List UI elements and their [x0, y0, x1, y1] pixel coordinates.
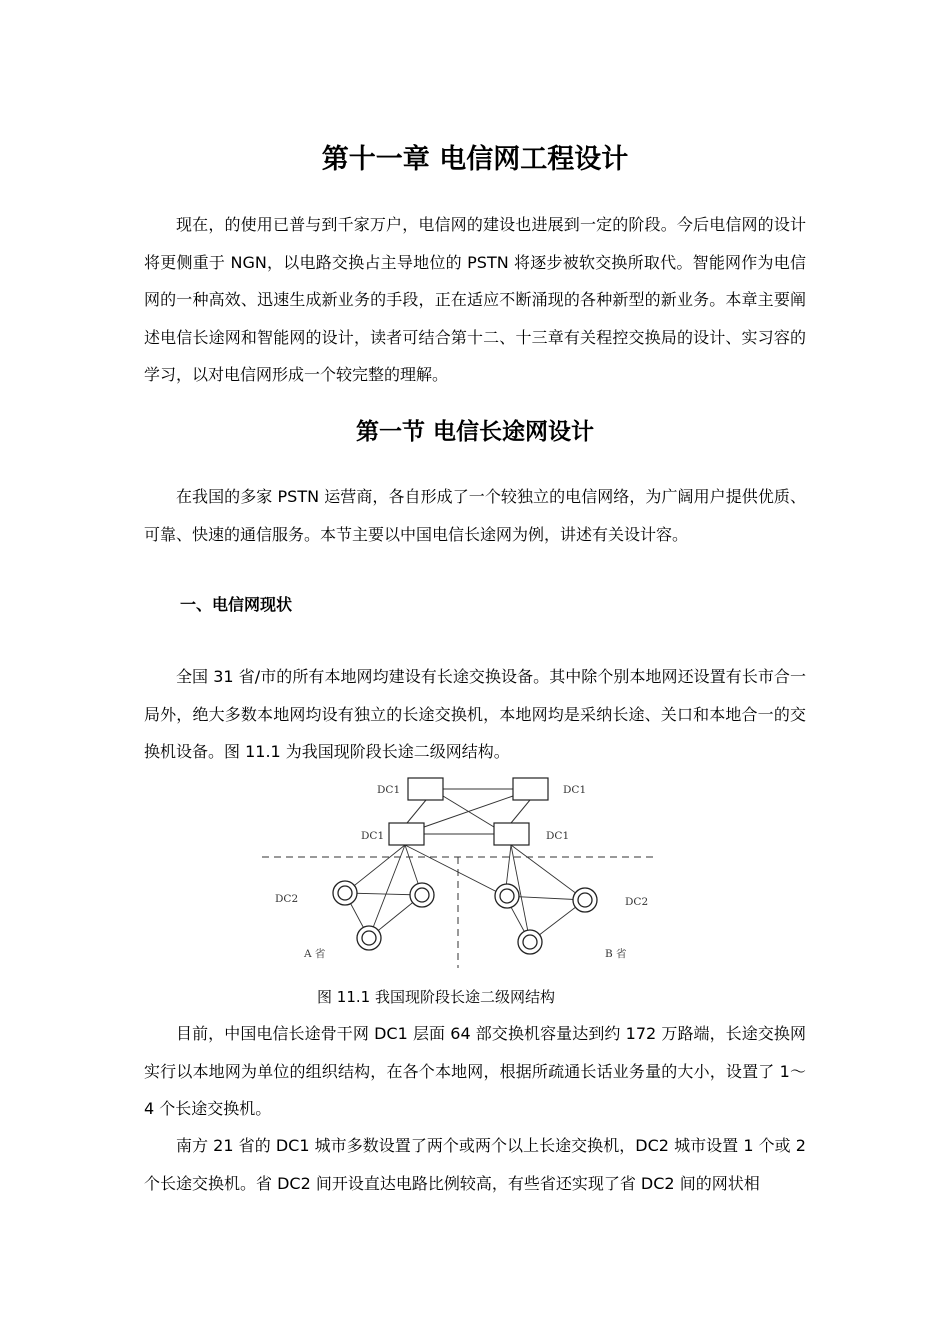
label-dc1-mid-left: DC1 — [361, 830, 385, 842]
dc2-node-b3-inner — [523, 935, 537, 949]
label-dc1-mid-right: DC1 — [546, 830, 570, 842]
section-paragraph: 在我国的多家 PSTN 运营商，各自形成了一个较独立的电信网络，为广阔用户提供优质、可靠、快速的通信服务。本节主要以中国电信长途网为例，讲述有关设计容。 — [144, 487, 806, 544]
intro-paragraph: 现在，的使用已普与到千家万户，电信网的建设也进展到一定的阶段。今后电信网的设计将更侧重于 NGN，以电路交换占主导地位的 PSTN 将逐步被软交换所取代。智能网作为电信网的一种高效、迅速生成新业务的手段，正在适应不断涌现的各种新型的新业务。本章主要阐述电信长途网和智能网的设计，读者可结合第十二、十三章有关程控交换局的设计、实习容的学习，以对电信网形成一个较完整的理解。 — [144, 215, 806, 384]
link-b-2 — [511, 845, 585, 900]
label-province-b: B 省 — [605, 948, 627, 960]
section-title: 第一节 电信长途网设计 — [355, 419, 594, 445]
label-dc1-top-left: DC1 — [377, 784, 401, 796]
dc2-links — [345, 845, 585, 942]
dc2-node-a3-inner — [362, 931, 376, 945]
network-diagram — [260, 768, 660, 978]
link-dc1-cross-2 — [424, 796, 513, 827]
link-dc1-left-vertical — [407, 800, 426, 823]
dc1-node-top-right — [513, 778, 548, 800]
figure-caption: 图 11.1 我国现阶段长途二级网结构 — [317, 988, 555, 1006]
network-diagram-svg — [260, 768, 660, 978]
chapter-title: 第十一章 电信网工程设计 — [321, 144, 629, 175]
dc2-node-a2-inner — [415, 888, 429, 902]
status-paragraph: 全国 31 省/市的所有本地网均建设有长途交换设备。其中除个别本地网还设置有长市合一局外，绝大多数本地网均设有独立的长途交换机，本地网均是采纳长途、关口和本地合一的交换机设备。图 11.1 为我国现阶段长途二级网结构。 — [144, 667, 806, 761]
dc2-node-b1-inner — [500, 889, 514, 903]
dc2-node-a1-inner — [338, 886, 352, 900]
link-dc1-right-vertical — [511, 800, 530, 823]
dc2-node-b2-inner — [578, 893, 592, 907]
dc1-node-mid-right — [494, 823, 529, 845]
label-dc1-top-right: DC1 — [563, 784, 587, 796]
label-dc2-right: DC2 — [625, 896, 649, 908]
paragraph-after-figure-2: 南方 21 省的 DC1 城市多数设置了两个或两个以上长途交换机，DC2 城市设置 1 个或 2 个长途交换机。省 DC2 间开设直达电路比例较高，有些省还实现了省 DC2 间的网状相 — [144, 1136, 806, 1193]
dc1-node-top-left — [408, 778, 443, 800]
paragraph-after-figure-1: 目前，中国电信长途骨干网 DC1 层面 64 部交换机容量达到约 172 万路端，长途交换网实行以本地网为单位的组织结构，在各个本地网，根据所疏通长话业务量的大小，设置了 1～4 个长途交换机。 — [144, 1024, 806, 1118]
subsection-title: 一、电信网现状 — [180, 595, 293, 614]
dc2-nodes — [333, 881, 597, 954]
label-dc2-left: DC2 — [275, 893, 299, 905]
dc1-node-mid-left — [389, 823, 424, 845]
label-province-a: A 省 — [304, 948, 326, 960]
